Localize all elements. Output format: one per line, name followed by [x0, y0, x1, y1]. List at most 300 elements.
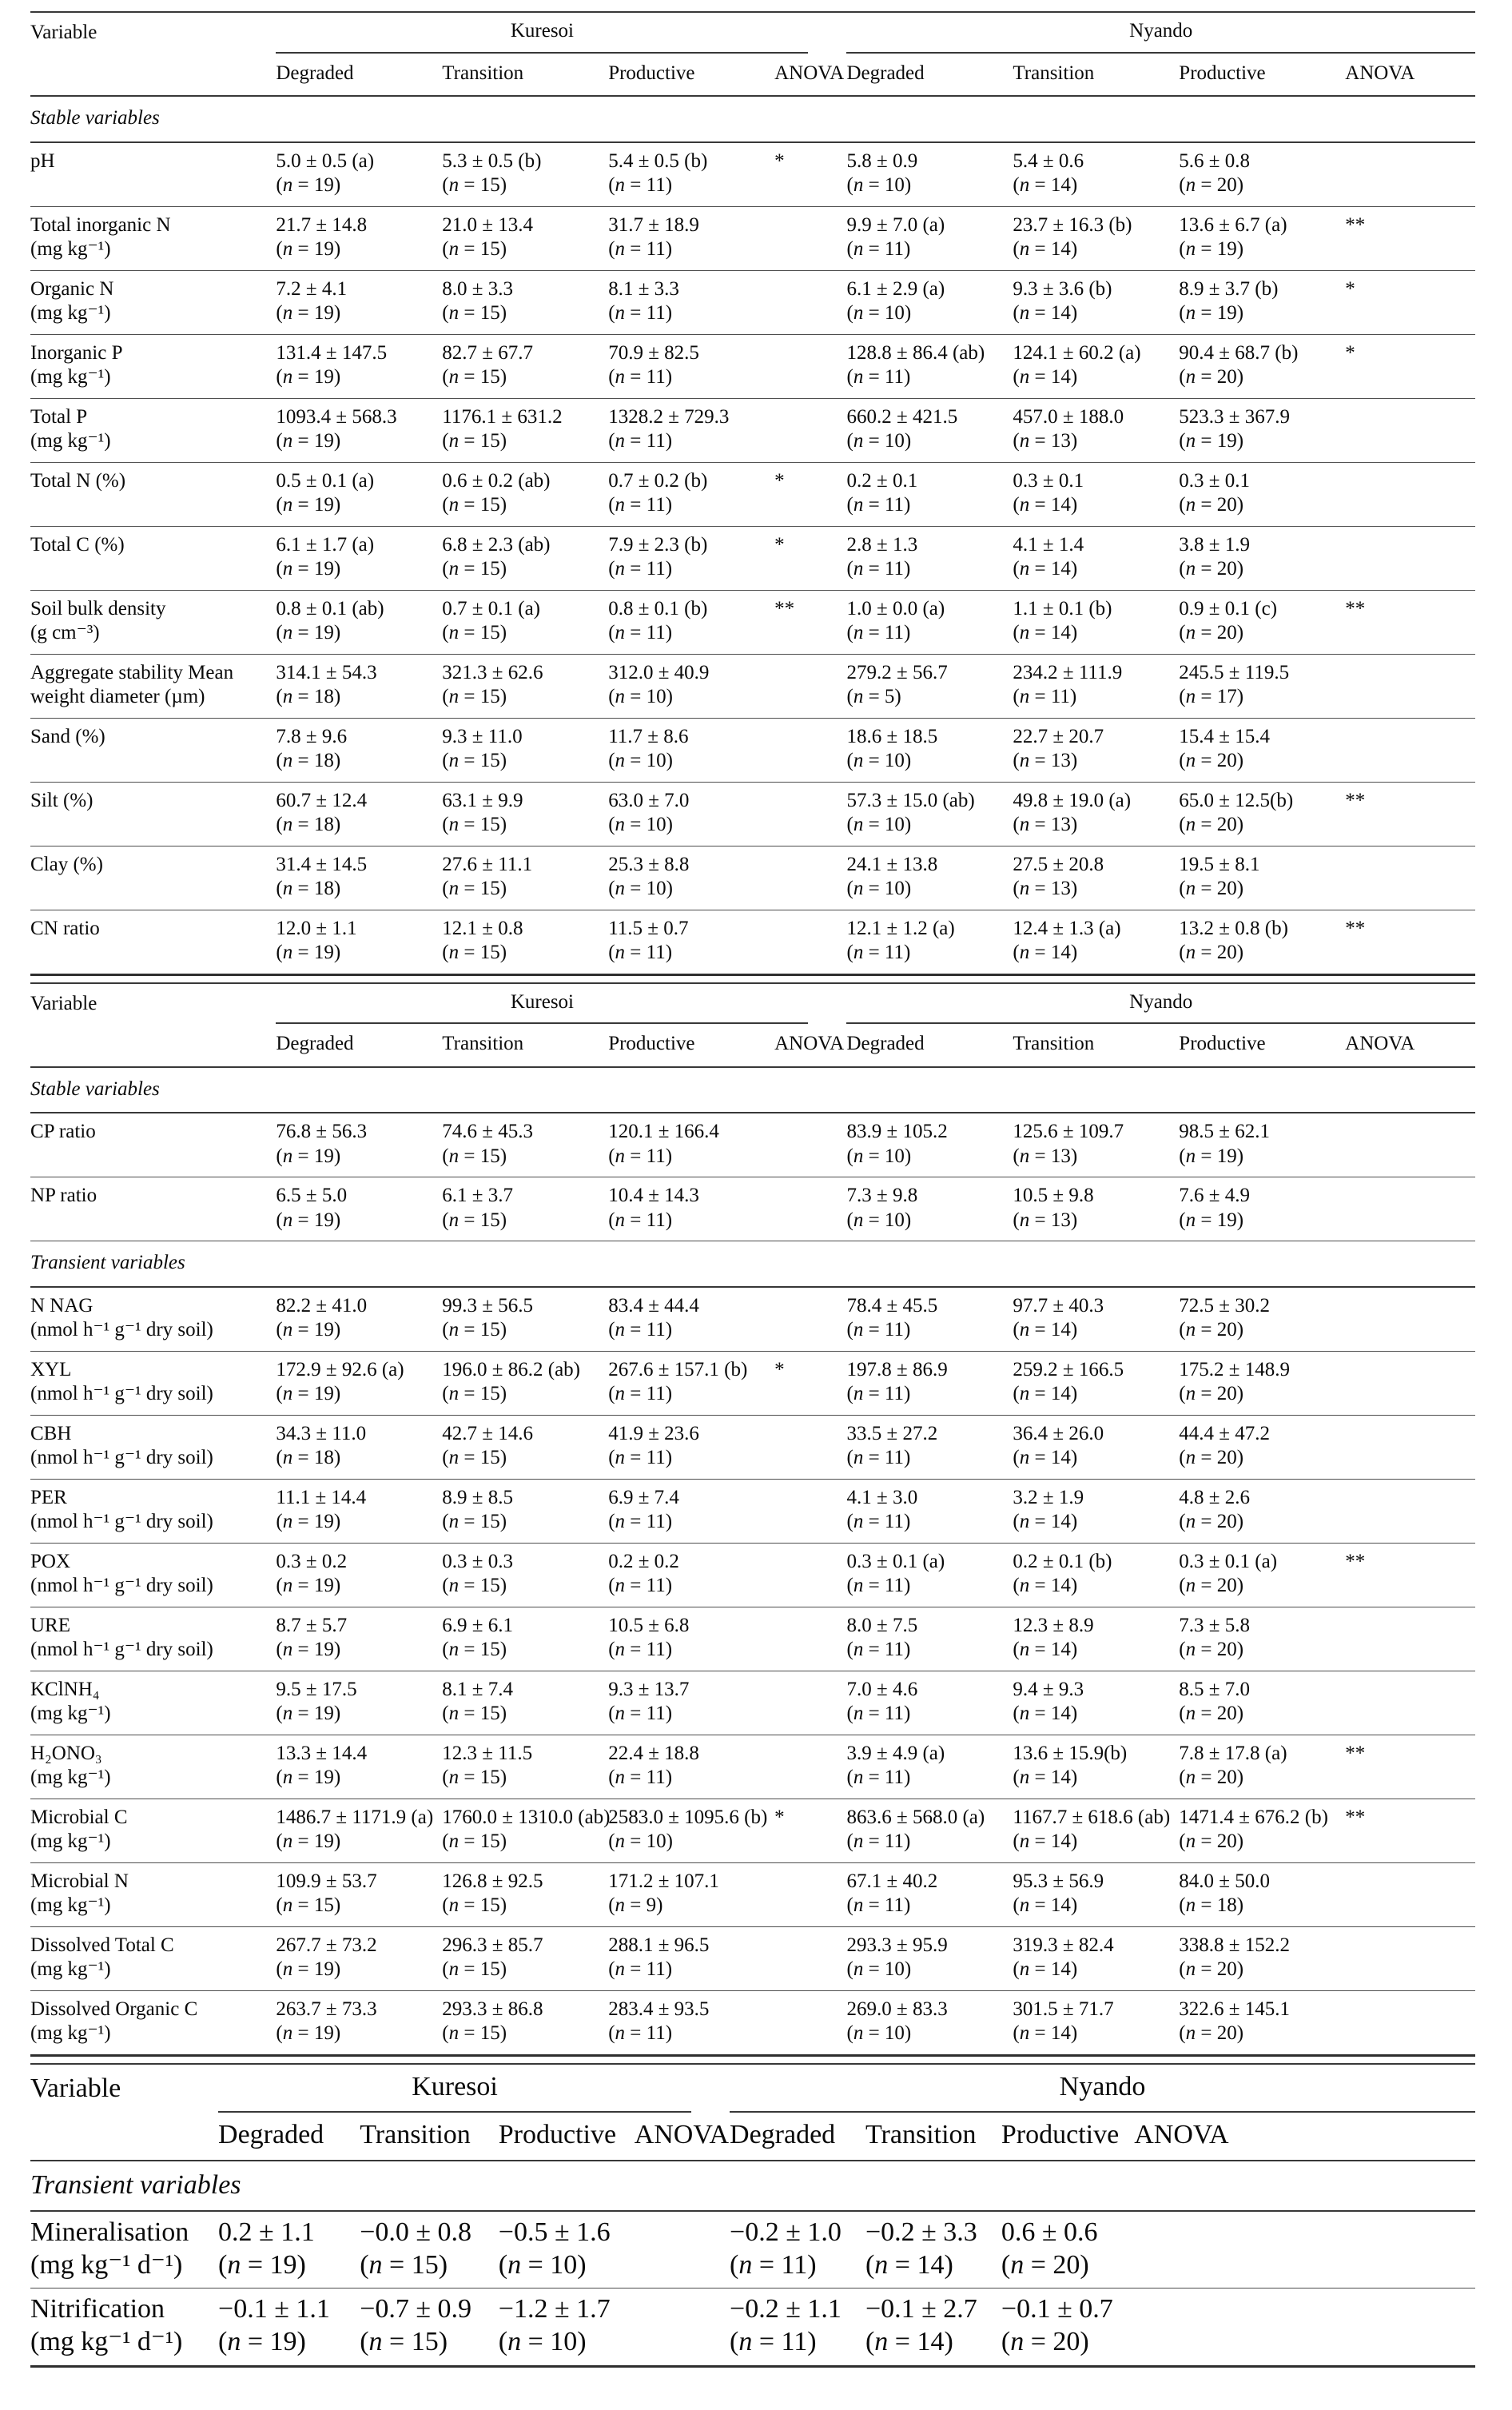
mean-sd-value: 1.1 ± 0.1 (b) [1013, 597, 1112, 619]
sample-size: (n = 11) [846, 942, 911, 963]
mean-sd-value: 11.5 ± 0.7 [608, 917, 689, 939]
n-symbol: n [1185, 1639, 1196, 1660]
column-header-degraded-nyando: Degraded [846, 54, 1013, 97]
mean-sd-value: 63.1 ± 9.9 [442, 789, 523, 811]
value-cell-kuresoi-degraded [276, 1671, 442, 1735]
n-symbol: n [853, 1830, 864, 1852]
mean-sd-value: −0.1 ± 1.1 [218, 2294, 330, 2324]
column-header-anova-nyando: ANOVA [1134, 2113, 1475, 2161]
n-symbol: n [282, 238, 293, 260]
n-symbol: n [1010, 2249, 1025, 2280]
n-value: 10 [884, 814, 905, 835]
n-value: 19 [1216, 238, 1237, 260]
mean-sd-value: 11.1 ± 14.4 [276, 1486, 367, 1508]
variable-name: Total N (%) [30, 469, 126, 492]
value-cell-nyando-productive [1001, 2289, 1134, 2367]
sample-size: (n = 15) [442, 686, 507, 707]
sample-size: (n = 19) [276, 302, 341, 324]
value-cell-kuresoi-transition [442, 910, 608, 974]
n-symbol: n [1185, 622, 1196, 643]
n-value: 19 [313, 174, 334, 196]
mean-sd-value: 98.5 ± 62.1 [1179, 1121, 1271, 1142]
value-cell-nyando-transition [1013, 718, 1179, 782]
value-cell-nyando-transition [1013, 910, 1179, 974]
n-value: 11 [646, 1767, 666, 1788]
sample-size: (n = 14) [1013, 238, 1078, 260]
n-symbol: n [1185, 1209, 1196, 1231]
mean-sd-value: 1093.4 ± 568.3 [276, 405, 397, 428]
sample-size: (n = 11) [608, 494, 673, 516]
anova-significance-nyando [1134, 2211, 1475, 2289]
n-value: 14 [1050, 1767, 1071, 1788]
n-value: 20 [1216, 1830, 1237, 1852]
site-group-label: Kuresoi [218, 2071, 691, 2113]
anova-significance-kuresoi: * [774, 1799, 846, 1862]
n-symbol: n [1185, 942, 1196, 963]
n-value: 15 [479, 1830, 500, 1852]
mean-sd-value: 0.2 ± 1.1 [218, 2217, 315, 2247]
mean-sd-value: 279.2 ± 56.7 [846, 661, 948, 683]
mean-sd-value: 72.5 ± 30.2 [1179, 1294, 1271, 1317]
n-value: 20 [1216, 494, 1237, 516]
n-symbol: n [282, 1447, 293, 1468]
n-value: 20 [1216, 1703, 1237, 1724]
variable-name: Soil bulk density [30, 597, 166, 619]
n-symbol: n [1019, 1894, 1030, 1916]
mean-sd-value: 3.8 ± 1.9 [1179, 533, 1251, 556]
sample-size: (n = 15) [442, 238, 507, 260]
variable-name: KClNH₄ [30, 1678, 100, 1700]
value-cell-kuresoi-transition [442, 782, 608, 846]
mean-sd-value: 1176.1 ± 631.2 [442, 405, 563, 428]
sample-size: (n = 11) [608, 1319, 673, 1340]
n-value: 15 [479, 1383, 500, 1404]
n-value: 5 [884, 686, 895, 707]
mean-sd-value: 171.2 ± 107.1 [608, 1870, 719, 1892]
mean-sd-value: 15.4 ± 15.4 [1179, 725, 1271, 747]
mean-sd-value: 1167.7 ± 618.6 (ab) [1013, 1806, 1171, 1828]
n-symbol: n [282, 814, 293, 835]
n-symbol: n [1185, 494, 1196, 516]
table-row [30, 1990, 1475, 2055]
value-cell-nyando-degraded [846, 334, 1013, 398]
variable-unit: (mg kg⁻¹) [30, 302, 111, 324]
n-value: 13 [1050, 814, 1071, 835]
mean-sd-value: 131.4 ± 147.5 [276, 341, 388, 364]
n-value: 14 [1050, 558, 1071, 580]
n-symbol: n [615, 1319, 626, 1340]
n-value: 11 [884, 238, 904, 260]
value-cell-nyando-transition [1013, 270, 1179, 334]
n-symbol: n [448, 558, 460, 580]
sample-size: (n = 11) [846, 622, 911, 643]
n-value: 18 [1216, 1894, 1237, 1916]
n-symbol: n [1019, 1447, 1030, 1468]
n-value: 15 [479, 1894, 500, 1916]
mean-sd-value: 288.1 ± 96.5 [608, 1934, 710, 1956]
mean-sd-value: 22.4 ± 18.8 [608, 1742, 699, 1764]
n-symbol: n [282, 1767, 293, 1788]
value-cell-nyando-productive [1179, 526, 1345, 590]
n-symbol: n [1185, 814, 1196, 835]
table-header [30, 12, 1475, 96]
value-cell-kuresoi-degraded [276, 1479, 442, 1543]
sample-size: (n = 15) [442, 750, 507, 771]
sample-size: (n = 18) [276, 1447, 341, 1468]
mean-sd-value: 8.9 ± 3.7 (b) [1179, 277, 1279, 300]
value-cell-kuresoi-transition [442, 1287, 608, 1352]
variable-name: Microbial C [30, 1806, 128, 1828]
sample-size: (n = 11) [1013, 686, 1077, 707]
n-value: 14 [917, 2249, 945, 2280]
n-symbol: n [615, 1703, 626, 1724]
n-value: 20 [1216, 1958, 1237, 1980]
n-value: 18 [313, 814, 334, 835]
n-value: 13 [1050, 1145, 1071, 1167]
n-value: 14 [1050, 1511, 1071, 1532]
n-symbol: n [448, 942, 460, 963]
mean-sd-value: 7.3 ± 9.8 [846, 1185, 918, 1206]
n-value: 15 [479, 1575, 500, 1596]
value-cell-kuresoi-transition [442, 462, 608, 526]
variable-name: Microbial N [30, 1870, 129, 1892]
mean-sd-value: −0.1 ± 0.7 [1001, 2294, 1113, 2324]
anova-significance-kuresoi [774, 1287, 846, 1352]
sample-size: (n = 14) [1013, 1767, 1078, 1788]
sample-size: (n = 19) [276, 1958, 341, 1980]
sample-size: (n = 11) [608, 622, 673, 643]
n-value: 11 [884, 942, 904, 963]
sample-size: (n = 10) [846, 302, 912, 324]
value-cell-nyando-degraded [846, 846, 1013, 910]
sample-size: (n = 15) [442, 558, 507, 580]
mean-sd-value: 314.1 ± 54.3 [276, 661, 377, 683]
value-cell-nyando-transition [1013, 1351, 1179, 1415]
variable-cell [30, 1862, 276, 1926]
anova-significance-kuresoi: * [774, 142, 846, 207]
n-value: 11 [884, 1511, 904, 1532]
tables-container [30, 11, 1475, 2368]
variable-cell [30, 2289, 218, 2367]
n-symbol: n [1019, 622, 1030, 643]
variable-unit: (nmol h⁻¹ g⁻¹ dry soil) [30, 1383, 213, 1404]
mean-sd-value: 259.2 ± 166.5 [1013, 1358, 1124, 1380]
mean-sd-value: 660.2 ± 421.5 [846, 405, 958, 428]
column-header-anova-kuresoi: ANOVA [774, 1024, 846, 1067]
anova-significance-kuresoi [774, 1415, 846, 1479]
mean-sd-value: 293.3 ± 86.8 [442, 1998, 543, 2020]
mean-sd-value: −0.1 ± 2.7 [865, 2294, 977, 2324]
mean-sd-value: 0.5 ± 0.1 (a) [276, 469, 375, 492]
anova-significance-kuresoi: * [774, 462, 846, 526]
sample-size: (n = 20) [1179, 1703, 1244, 1724]
sample-size: (n = 15) [442, 878, 507, 899]
n-value: 10 [884, 878, 905, 899]
column-header-transition-kuresoi: Transition [442, 1024, 608, 1067]
mean-sd-value: 338.8 ± 152.2 [1179, 1934, 1291, 1956]
mean-sd-value: 0.7 ± 0.1 (a) [442, 597, 540, 619]
value-cell-kuresoi-degraded [276, 846, 442, 910]
sample-size: (n = 20) [1179, 1575, 1244, 1596]
sample-size: (n = 15) [442, 1383, 507, 1404]
sample-size: (n = 19) [1179, 238, 1244, 260]
n-value: 11 [646, 1145, 666, 1167]
value-cell-nyando-productive [1179, 654, 1345, 718]
n-symbol: n [448, 174, 460, 196]
n-value: 15 [479, 174, 500, 196]
column-header-degraded-kuresoi: Degraded [276, 54, 442, 97]
mean-sd-value: 65.0 ± 12.5(b) [1179, 789, 1294, 811]
n-value: 15 [479, 622, 500, 643]
mean-sd-value: 293.3 ± 95.9 [846, 1934, 948, 1956]
mean-sd-value: 4.1 ± 1.4 [1013, 533, 1084, 556]
n-symbol: n [448, 814, 460, 835]
sample-size: (n = 11) [608, 302, 673, 324]
value-cell-kuresoi-productive [608, 654, 774, 718]
value-cell-nyando-productive [1179, 1799, 1345, 1862]
n-symbol: n [1185, 2022, 1196, 2044]
value-cell-kuresoi-productive [608, 1862, 774, 1926]
mean-sd-value: 8.7 ± 5.7 [276, 1614, 348, 1636]
variable-cell [30, 462, 276, 526]
value-cell-nyando-productive [1179, 1926, 1345, 1990]
sample-size: (n = 15) [442, 1767, 507, 1788]
value-cell-nyando-transition [1013, 1735, 1179, 1799]
anova-significance-nyando [1345, 718, 1475, 782]
value-cell-kuresoi-productive [608, 590, 774, 654]
mean-sd-value: 95.3 ± 56.9 [1013, 1870, 1104, 1892]
mean-sd-value: 21.0 ± 13.4 [442, 213, 534, 236]
variable-unit: (nmol h⁻¹ g⁻¹ dry soil) [30, 1575, 213, 1596]
mean-sd-value: −0.5 ± 1.6 [498, 2217, 611, 2247]
value-cell-kuresoi-transition [442, 1735, 608, 1799]
n-value: 11 [1050, 686, 1070, 707]
n-symbol: n [448, 430, 460, 452]
mean-sd-value: 0.8 ± 0.1 (b) [608, 597, 708, 619]
sample-size: (n = 20) [1179, 622, 1244, 643]
n-value: 20 [1216, 1639, 1237, 1660]
sample-size: (n = 11) [608, 1209, 673, 1231]
n-value: 11 [646, 1209, 666, 1231]
n-value: 13 [1050, 1209, 1071, 1231]
variable-unit: (nmol h⁻¹ g⁻¹ dry soil) [30, 1319, 213, 1340]
value-cell-kuresoi-productive [608, 526, 774, 590]
variable-cell [30, 1990, 276, 2055]
value-cell-kuresoi-degraded [276, 1177, 442, 1241]
n-symbol: n [1185, 1767, 1196, 1788]
n-value: 11 [646, 1319, 666, 1340]
value-cell-kuresoi-transition [442, 1479, 608, 1543]
sample-size: (n = 19) [1179, 302, 1244, 324]
anova-significance-kuresoi [774, 846, 846, 910]
value-cell-nyando-transition [1013, 1862, 1179, 1926]
n-value: 10 [884, 1209, 905, 1231]
sample-size: (n = 19) [218, 2327, 306, 2357]
mean-sd-value: 12.3 ± 8.9 [1013, 1614, 1094, 1636]
sample-size: (n = 15) [442, 622, 507, 643]
sample-size: (n = 11) [608, 1575, 673, 1596]
n-value: 11 [884, 1639, 904, 1660]
mean-sd-value: 109.9 ± 53.7 [276, 1870, 377, 1892]
sample-size: (n = 14) [1013, 1639, 1078, 1660]
n-symbol: n [1019, 1830, 1030, 1852]
n-value: 19 [313, 1511, 334, 1532]
n-value: 15 [411, 2327, 439, 2357]
variable-name: Dissolved Total C [30, 1934, 174, 1956]
value-cell-kuresoi-transition [442, 398, 608, 462]
n-value: 9 [646, 1894, 657, 1916]
anova-significance-kuresoi [774, 1735, 846, 1799]
n-value: 10 [646, 878, 666, 899]
mean-sd-value: 31.4 ± 14.5 [276, 853, 368, 875]
n-value: 20 [1216, 1383, 1237, 1404]
n-symbol: n [1019, 686, 1030, 707]
n-value: 11 [884, 1319, 904, 1340]
n-value: 19 [269, 2327, 297, 2357]
variable-name: N NAG [30, 1294, 94, 1317]
n-symbol: n [615, 1958, 626, 1980]
variable-name: H₂ONO₃ [30, 1742, 102, 1764]
variable-name: POX [30, 1550, 71, 1572]
sample-size: (n = 19) [276, 1703, 341, 1724]
sample-size: (n = 15) [442, 1447, 507, 1468]
n-value: 15 [479, 942, 500, 963]
variable-unit: (nmol h⁻¹ g⁻¹ dry soil) [30, 1511, 213, 1532]
variable-name: PER [30, 1486, 67, 1508]
n-symbol: n [738, 2327, 753, 2357]
value-cell-nyando-productive [1179, 782, 1345, 846]
value-cell-kuresoi-transition [442, 1607, 608, 1671]
site-group-label: Nyando [730, 2071, 1475, 2113]
n-symbol: n [282, 2022, 293, 2044]
n-value: 19 [1216, 1209, 1237, 1231]
variable-cell [30, 846, 276, 910]
value-cell-kuresoi-productive [608, 206, 774, 270]
sample-size: (n = 15) [442, 302, 507, 324]
site-group-header-kuresoi [276, 983, 846, 1025]
n-symbol: n [1185, 1511, 1196, 1532]
variable-unit: (mg kg⁻¹) [30, 366, 111, 388]
n-symbol: n [615, 494, 626, 516]
n-symbol: n [448, 302, 460, 324]
value-cell-kuresoi-transition [442, 1671, 608, 1735]
n-symbol: n [853, 1145, 864, 1167]
table-row [30, 718, 1475, 782]
section-label: Transient variables [30, 2161, 1475, 2211]
column-header-productive-kuresoi: Productive [608, 54, 774, 97]
sample-size: (n = 11) [846, 1383, 911, 1404]
value-cell-kuresoi-degraded [276, 782, 442, 846]
n-symbol: n [615, 1511, 626, 1532]
n-value: 19 [313, 1319, 334, 1340]
sample-size: (n = 15) [442, 942, 507, 963]
mean-sd-value: 283.4 ± 93.5 [608, 1998, 710, 2020]
sample-size: (n = 11) [608, 238, 673, 260]
n-value: 20 [1216, 1511, 1237, 1532]
n-symbol: n [448, 2022, 460, 2044]
sample-size: (n = 14) [1013, 1830, 1078, 1852]
site-group-label: Nyando [846, 19, 1475, 54]
n-value: 20 [1216, 942, 1237, 963]
mean-sd-value: 172.9 ± 92.6 (a) [276, 1358, 404, 1380]
anova-significance-kuresoi [774, 782, 846, 846]
column-header-degraded-kuresoi: Degraded [218, 2113, 360, 2161]
column-header-anova-kuresoi: ANOVA [635, 2113, 730, 2161]
n-value: 15 [479, 558, 500, 580]
sample-size: (n = 18) [276, 750, 341, 771]
mean-sd-value: 126.8 ± 92.5 [442, 1870, 543, 1892]
mean-sd-value: 0.9 ± 0.1 (c) [1179, 597, 1278, 619]
n-symbol: n [1185, 1383, 1196, 1404]
column-header-transition-kuresoi: Transition [360, 2113, 499, 2161]
value-cell-nyando-degraded [846, 206, 1013, 270]
n-symbol: n [282, 494, 293, 516]
value-cell-nyando-transition [1013, 398, 1179, 462]
n-symbol: n [615, 1383, 626, 1404]
variable-cell [30, 1926, 276, 1990]
n-value: 14 [1050, 1639, 1071, 1660]
anova-significance-kuresoi [774, 1926, 846, 1990]
sample-size: (n = 19) [276, 1830, 341, 1852]
value-cell-kuresoi-productive [499, 2211, 635, 2289]
sample-size: (n = 13) [1013, 878, 1078, 899]
n-value: 17 [1216, 686, 1237, 707]
mean-sd-value: 24.1 ± 13.8 [846, 853, 938, 875]
n-value: 20 [1216, 622, 1237, 643]
n-symbol: n [853, 1511, 864, 1532]
mean-sd-value: 5.6 ± 0.8 [1179, 149, 1251, 172]
n-symbol: n [282, 1145, 293, 1167]
mean-sd-value: 9.9 ± 7.0 (a) [846, 213, 945, 236]
table-body [30, 96, 1475, 974]
n-symbol: n [1019, 1767, 1030, 1788]
sample-size: (n = 20) [1179, 942, 1244, 963]
column-header-variable: Variable [30, 12, 276, 96]
variable-cell [30, 526, 276, 590]
mean-sd-value: 3.9 ± 4.9 (a) [846, 1742, 945, 1764]
value-cell-kuresoi-degraded [276, 1926, 442, 1990]
n-symbol: n [1185, 302, 1196, 324]
table-row [30, 1671, 1475, 1735]
n-symbol: n [615, 1575, 626, 1596]
table-row [30, 334, 1475, 398]
n-symbol: n [615, 238, 626, 260]
sample-size: (n = 14) [1013, 1703, 1078, 1724]
value-cell-kuresoi-transition [442, 1351, 608, 1415]
value-cell-kuresoi-degraded [276, 1351, 442, 1415]
n-value: 19 [313, 1958, 334, 1980]
sample-size: (n = 11) [846, 238, 911, 260]
sample-size: (n = 14) [1013, 942, 1078, 963]
n-symbol: n [282, 942, 293, 963]
anova-significance-nyando [1345, 398, 1475, 462]
mean-sd-value: 23.7 ± 16.3 (b) [1013, 213, 1132, 236]
table-row [30, 1607, 1475, 1671]
n-symbol: n [368, 2327, 383, 2357]
sample-size: (n = 10) [846, 814, 912, 835]
mean-sd-value: 82.2 ± 41.0 [276, 1294, 368, 1317]
sample-size: (n = 11) [730, 2249, 817, 2280]
n-value: 19 [313, 1575, 334, 1596]
variable-cell [30, 334, 276, 398]
mean-sd-value: −0.2 ± 1.1 [730, 2294, 842, 2324]
n-value: 19 [313, 1703, 334, 1724]
value-cell-kuresoi-productive [608, 846, 774, 910]
n-value: 10 [646, 1830, 666, 1852]
mean-sd-value: 21.7 ± 14.8 [276, 213, 368, 236]
value-cell-nyando-degraded [730, 2289, 865, 2367]
table-row [30, 1415, 1475, 1479]
